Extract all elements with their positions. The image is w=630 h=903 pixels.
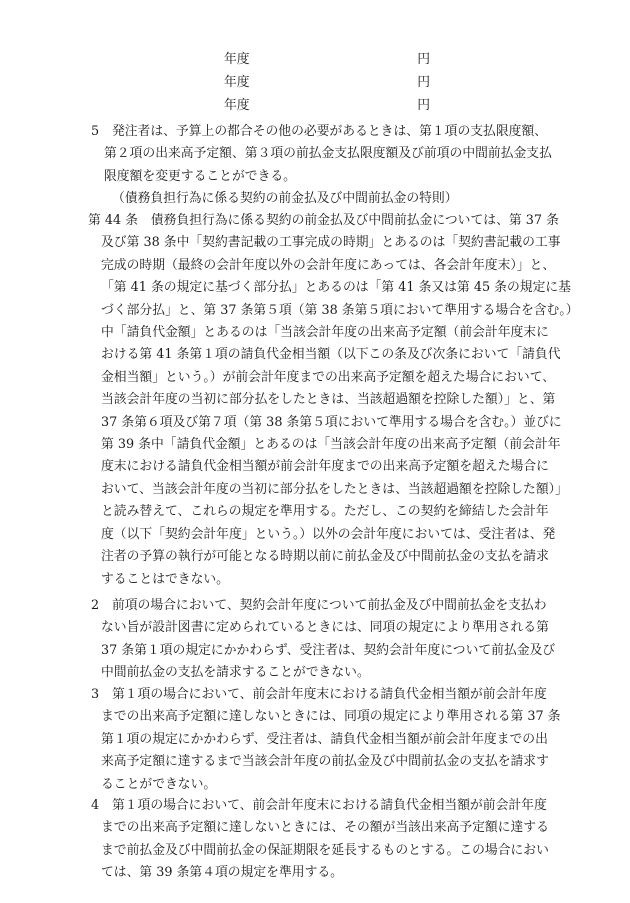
text-line: づく部分払」と、第 37 条第５項（第 38 条第５項において準用する場合を含む。）	[101, 302, 579, 318]
text-line: ることができない。	[101, 776, 217, 792]
text-line: おいて、当該会計年度の当初に部分払をしたときは、当該超過額を控除した額）」	[101, 481, 568, 497]
text-line: 金相当額」という。）が前会計年度までの出来高予定額を超えた場合において、	[101, 369, 556, 385]
text-line: まで前払金及び中間前払金の保証期限を延長するものとする。この場合におい	[101, 842, 549, 858]
yen-unit: 円	[417, 98, 430, 113]
year-label: 年度	[224, 52, 250, 67]
article-44-paragraph-4	[0, 795, 549, 885]
text-line: 5 発注者は、予算上の都合その他の必要があるときは、第１項の支払限度額、	[91, 124, 548, 139]
year-label: 年度	[224, 98, 250, 113]
text-line: 第 39 条中「請負代金額」とあるのは「当該会計年度の出来高予定額（前会計年	[101, 437, 561, 453]
text-line: 中間前払金の支払を請求することができない。	[101, 665, 370, 681]
text-line: 4 第１項の場合において、前会計年度末における請負代金相当額が前会計年度	[91, 798, 547, 813]
text-line: までの出来高予定額に達しないときには、同項の規定により準用される第 37 条	[101, 709, 561, 725]
text-line: おける第 41 条第１項の請負代金相当額（以下この条及び次条において「請負代	[101, 347, 561, 363]
text-line: 「第 41 条の規定に基づく部分払」とあるのは「第 41 条又は第 45 条の規定に基	[101, 280, 571, 296]
text-line: 37 条第６項及び第７項（第 38 条第５項において準用する場合を含む。）並びに	[101, 414, 562, 430]
text-line: 完成の時期（最終の会計年度以外の会計年度にあっては、各会計年度末）」と、	[101, 257, 556, 273]
year-row	[224, 52, 430, 75]
text-line: 当該会計年度の当初に部分払をしたときは、当該超過額を控除した額）」と、第	[101, 392, 556, 408]
text-line: 限度額を変更することができる。	[104, 168, 296, 184]
text-line: 度（以下「契約会計年度」という。）以外の会計年度においては、受注者は、発	[101, 526, 556, 542]
article-44-paragraph-3	[0, 684, 561, 796]
text-line: ては、第 39 条第４項の規定を準用する。	[101, 865, 343, 881]
text-line: 37 条第１項の規定にかかわらず、受注者は、契約会計年度について前払金及び	[101, 642, 556, 658]
yen-unit: 円	[417, 52, 430, 67]
text-line: までの出来高予定額に達しないときには、その額が当該出来高予定額に達する	[101, 820, 549, 836]
text-line: 第２項の出来高予定額、第３項の前払金支払限度額及び前項の中間前払金支払	[104, 146, 552, 162]
text-line: 第１項の規定にかかわらず、受注者は、請負代金相当額が前会計年度までの出	[101, 731, 548, 747]
text-line: 度末における請負代金相当額が前会計年度までの出来高予定額を超えた場合に	[101, 459, 549, 475]
year-label: 年度	[224, 75, 250, 90]
text-line: 第 44 条 債務負担行為に係る契約の前金払及び中間前払金については、第 37 条	[88, 213, 559, 228]
text-line: ない旨が設計図書に定められているときには、同項の規定により準用される第	[101, 620, 549, 636]
text-line: 来高予定額に達するまで当該会計年度の前払金及び中間前払金の支払を請求す	[101, 754, 549, 770]
yen-unit: 円	[417, 75, 430, 90]
article-44-heading: （債務負担行為に係る契約の前金払及び中間前払金の特則）	[112, 191, 458, 206]
text-line: と読み替えて、これらの規定を準用する。ただし、この契約を締結した会計年	[101, 504, 549, 520]
paragraph-5	[0, 121, 552, 188]
text-line: 及び第 38 条中「契約書記載の工事完成の時期」とあるのは「契約書記載の工事	[101, 235, 561, 251]
text-line: 注者の予算の執行が可能となる時期以前に前払金及び中間前払金の支払を請求	[101, 549, 549, 565]
year-amount-table	[224, 52, 430, 121]
year-row	[224, 98, 430, 121]
text-line: することはできない。	[101, 571, 229, 587]
article-44-paragraph-2	[0, 595, 555, 685]
text-line: 3 第１項の場合において、前会計年度末における請負代金相当額が前会計年度	[91, 687, 547, 702]
text-line: 2 前項の場合において、契約会計年度について前払金及び中間前払金を支払わ	[91, 598, 547, 613]
year-row	[224, 75, 430, 98]
article-44-body	[0, 210, 579, 591]
text-line: 中「請負代金額」とあるのは「当該会計年度の出来高予定額（前会計年度末に	[101, 325, 549, 341]
